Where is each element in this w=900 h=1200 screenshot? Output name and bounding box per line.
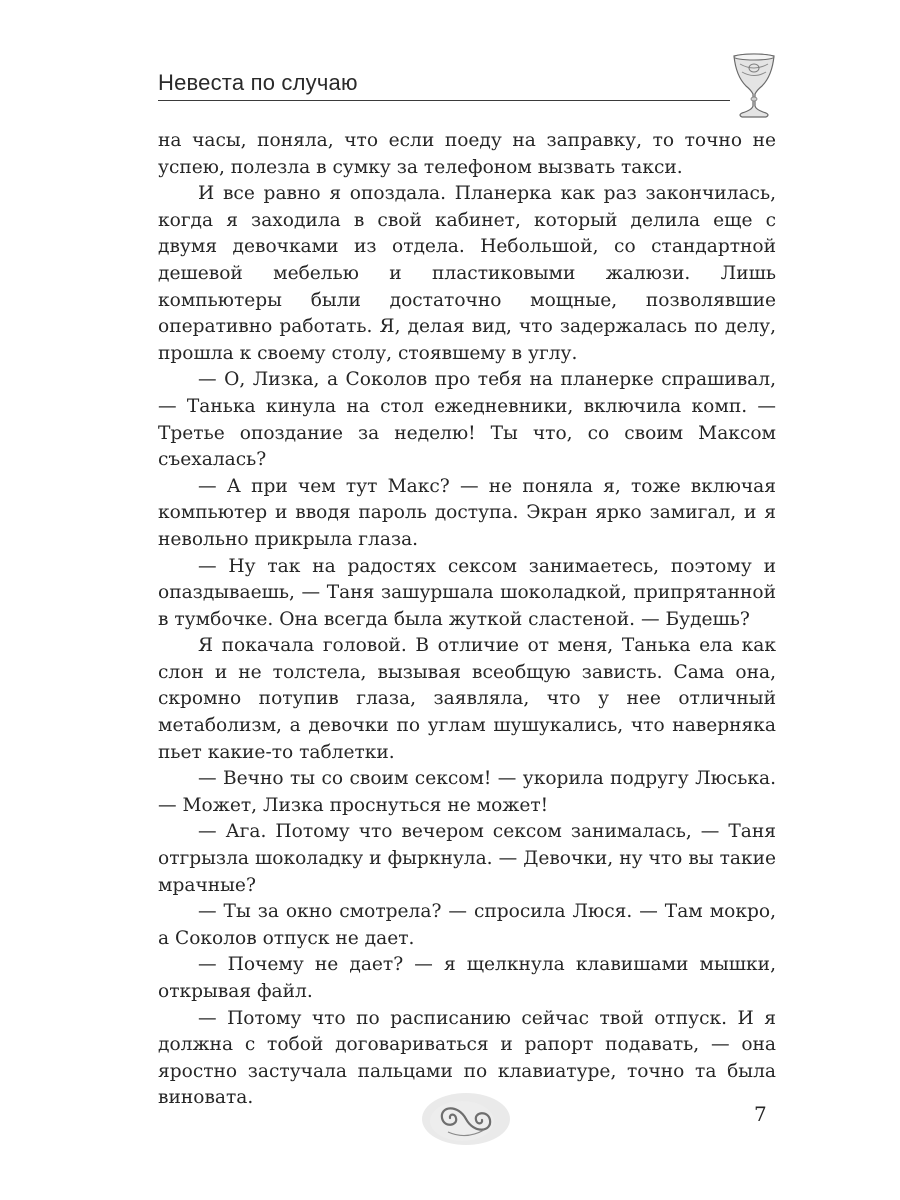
paragraph: Я покачала головой. В отличие от меня, Танька ела как слон и не толстела, вызывая всеобщую зависть. Сама она, скромно потупив глаза, заявляла, что у нее отличный метаболизм, а девочки по углам шушукались, что наверняка пьет какие-то таблетки.: [158, 635, 776, 763]
paragraph: — Вечно ты со своим сексом! — укорила подругу Люська. — Может, Лизка проснуться не может!: [158, 768, 776, 816]
paragraph: — А при чем тут Макс? — не поняла я, тоже включая компьютер и вводя пароль доступа. Экран ярко замигал, и я невольно прикрыла глаза.: [158, 475, 776, 550]
paragraph: — Ну так на радостях сексом занимаетесь, поэтому и опаздываешь, — Таня зашуршала шоколадкой, припрятанной в тумбочке. Она всегда была жуткой сластеной. — Будешь?: [158, 555, 776, 630]
paragraph: — Потому что по расписанию сейчас твой отпуск. И я должна с тобой договариваться и рапорт подавать, — она яростно застучала пальцами по клавиатуре, точно та была виновата.: [158, 1007, 776, 1109]
paragraph: на часы, поняла, что если поеду на заправку, то точно не успею, полезла в сумку за телефоном вызвать такси.: [158, 130, 776, 178]
paragraph: — Ага. Потому что вечером сексом занималась, — Таня отгрызла шоколадку и фыркнула. — Девочки, ну что вы такие мрачные?: [158, 821, 776, 896]
running-header-title: Невеста по случаю: [158, 70, 358, 95]
body-text: [158, 128, 776, 1112]
swirl-ornament-icon: [418, 1088, 514, 1150]
paragraph: — Почему не дает? — я щелкнула клавишами мышки, открывая файл.: [158, 954, 776, 1002]
paragraph: И все равно я опоздала. Планерка как раз закончилась, когда я заходила в свой кабинет, который делила еще с двумя девочками из отдела. Небольшой, со стандартной дешевой мебелью и пластиковыми жалюзи. Лишь компьютеры были достаточно мощные, позволявшие оперативно работать. Я, делая вид, что задержалась по делу, прошла к своему столу, стоявшему в углу.: [158, 183, 776, 364]
page-number: 7: [754, 1102, 767, 1126]
paragraph: — О, Лизка, а Соколов про тебя на планерке спрашивал, — Танька кинула на стол ежедневники, включила комп. — Третье опоздание за неделю! Ты что, со своим Максом съехалась?: [158, 369, 776, 471]
paragraph: — Ты за окно смотрела? — спросила Люся. — Там мокро, а Соколов отпуск не дает.: [158, 901, 776, 949]
header-rule: [158, 100, 730, 101]
goblet-icon: [726, 52, 782, 120]
